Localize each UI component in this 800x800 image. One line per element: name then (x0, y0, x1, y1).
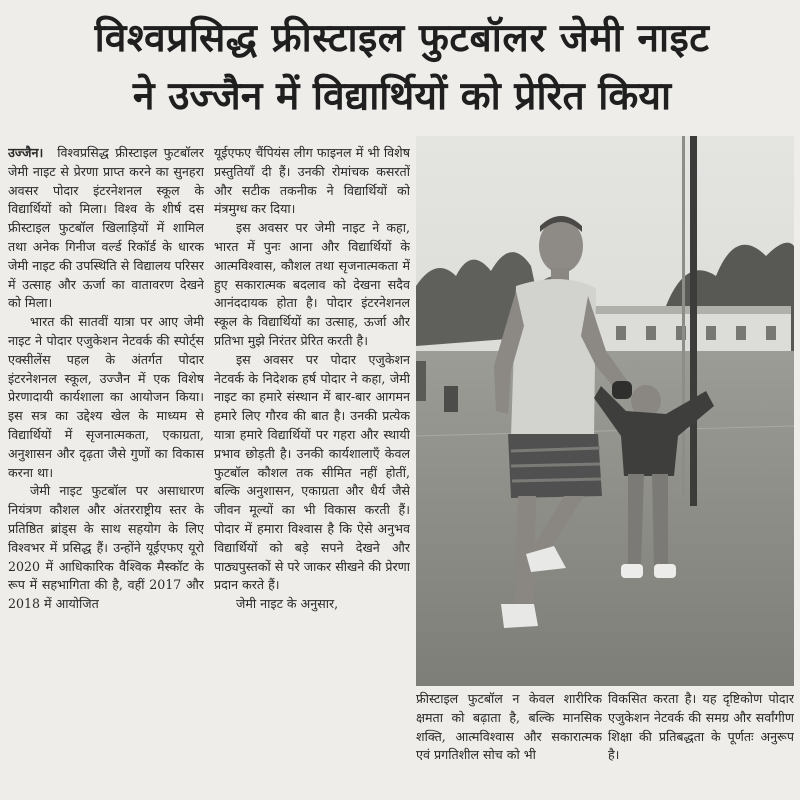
article-paragraph: भारत की सातवीं यात्रा पर आए जेमी नाइट ने पोदार एजुकेशन नेटवर्क की स्पोर्ट्स एक्सीलेंस पहल के अंतर्गत पोदार इंटरनेशनल स्कूल, उज्जैन में एक विशेष प्रेरणादायी कार्यशाला का आयोजन किया। इस सत्र का उद्देश्य खेल के माध्यम से विद्यार्थियों में सृजनात्मकता, एकाग्रता, अनुशासन और दृढ़ता जैसे गुणों का विकास करना था। (8, 314, 204, 480)
article-paragraph: इस अवसर पर पोदार एजुकेशन नेटवर्क के निदेशक हर्ष पोदार ने कहा, जेमी नाइट का हमारे संस्थान में बार-बार आगमन हमारे लिए गौरव की बात है। उनकी प्रत्येक यात्रा हमारे विद्यार्थियों पर गहरा और स्थायी प्रभाव छोड़ती है। उनकी कार्यशालाएँ केवल फुटबॉल कौशल तक सीमित नहीं होतीं, बल्कि अनुशासन, एकाग्रता और धैर्य जैसे जीवन मूल्यों का भी विकास करती हैं। पोदार में हमारा विश्वास है कि ऐसे अनुभव विद्यार्थियों को बड़े सपने देखने और पाठ्यपुस्तकों से परे जाकर सीखने की प्रेरणा प्रदान करते हैं। (214, 351, 410, 593)
headline-line-2: ने उज्जैन में विद्यार्थियों को प्रेरित किया (132, 74, 672, 119)
article-paragraph: जेमी नाइट फुटबॉल पर असाधारण नियंत्रण कौशल और अंतरराष्ट्रीय स्तर के प्रतिष्ठित ब्रांड्स के साथ सहयोग के लिए विश्वभर में प्रसिद्ध हैं। उन्होंने यूईएफए यूरो 2020 में आधिकारिक वैश्विक मैस्कॉट के रूप में सहभागिता की है, वहीं 2017 और 2018 में आयोजित (8, 483, 204, 612)
article-paragraph: फ्रीस्टाइल फुटबॉल न केवल शारीरिक क्षमता को बढ़ाता है, बल्कि मानसिक शक्ति, आत्मविश्वास और सकारात्मक एवं प्रगतिशील सोच को भी (416, 691, 602, 763)
article-paragraph: इस अवसर पर जेमी नाइट ने कहा, भारत में पुनः आना और विद्यार्थियों के आत्मविश्वास, कौशल तथा सृजनात्मकता में हुए सकारात्मक बदलाव को देखना सदैव आनंददायक होता है। पोदार इंटरनेशनल स्कूल के विद्यार्थियों का उत्साह, ऊर्जा और प्रतिभा मुझे निरंतर प्रेरित करती है। (214, 220, 410, 348)
headline (12, 14, 792, 122)
article-column-3 (416, 690, 602, 800)
dateline: उज्जैन। (8, 145, 44, 160)
article-column-1 (8, 144, 204, 800)
article-column-4 (608, 690, 794, 800)
news-photo (416, 136, 794, 686)
headline-line-1: विश्वप्रसिद्ध फ्रीस्टाइल फुटबॉलर जेमी नाइट (94, 16, 710, 61)
paragraph-text: विश्वप्रसिद्ध फ्रीस्टाइल फुटबॉलर जेमी नाइट से प्रेरणा प्राप्त करने का सुनहरा अवसर पोदार इंटरनेशनल स्कूल के विद्यार्थियों को मिला। विश्व के शीर्ष दस फ्रीस्टाइल फुटबॉल खिलाड़ियों में शामिल तथा अनेक गिनीज वर्ल्ड रिकॉर्ड के धारक जेमी नाइट की उपस्थिति से विद्यालय परिसर में उत्साह और ऊर्जा का वातावरण देखने को मिला। (8, 145, 204, 311)
article-paragraph: जेमी नाइट के अनुसार, (236, 596, 339, 612)
article-paragraph (8, 144, 204, 313)
article-column-2 (214, 144, 410, 800)
article-paragraph: विकसित करता है। यह दृष्टिकोण पोदार एजुकेशन नेटवर्क की समग्र और सर्वांगीण शिक्षा की प्रतिबद्धता के पूर्णतः अनुरूप है। (608, 691, 794, 763)
article-paragraph: यूईएफए चैंपियंस लीग फाइनल में भी विशेष प्रस्तुतियाँ दी हैं। उनकी रोमांचक कसरतों और सटीक तकनीक ने विद्यार्थियों को मंत्रमुग्ध कर दिया। (214, 145, 410, 217)
